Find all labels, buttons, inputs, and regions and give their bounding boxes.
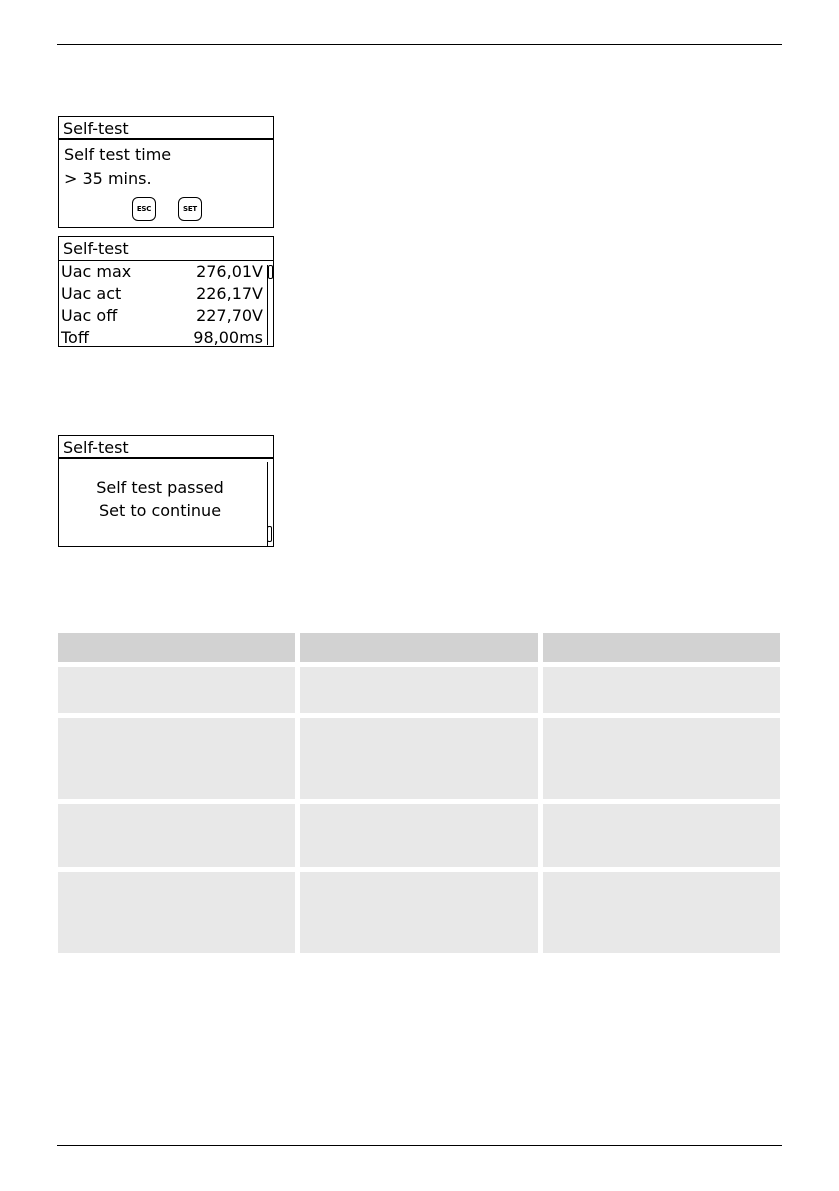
- table-header-cell: [543, 633, 780, 662]
- table-cell: [58, 718, 295, 799]
- measurement-value: 276,01V: [196, 262, 263, 281]
- measurement-label: Uac off: [61, 306, 118, 325]
- lcd-screen-measurements: [58, 236, 274, 347]
- measurement-label: Uac max: [61, 262, 132, 281]
- table-header-cell: [300, 633, 537, 662]
- status-message: [59, 476, 261, 522]
- table-cell: [543, 872, 780, 953]
- table-cell: [300, 718, 537, 799]
- table-cell: [543, 667, 780, 713]
- table-cell: [300, 872, 537, 953]
- continue-hint-text: Set to continue: [98, 501, 222, 520]
- set-key-icon[interactable]: SET: [178, 197, 202, 221]
- table-row: [58, 804, 780, 867]
- footer-rule: [57, 1145, 782, 1146]
- esc-key-icon[interactable]: ESC: [132, 197, 156, 221]
- lcd-screen-test-passed: [58, 435, 274, 547]
- table-cell: [58, 804, 295, 867]
- measurement-label: Toff: [61, 328, 89, 347]
- screen-title: Self-test: [59, 436, 273, 459]
- table-cell: [58, 667, 295, 713]
- table-cell: [543, 804, 780, 867]
- table-cell: [543, 718, 780, 799]
- test-passed-text: Self test passed: [96, 478, 224, 497]
- self-test-time-value: > 35 mins.: [64, 169, 152, 188]
- lcd-screen-self-test-time: [58, 116, 274, 228]
- table-header-row: [58, 633, 780, 662]
- table-header-cell: [58, 633, 295, 662]
- scrollbar-thumb[interactable]: [267, 526, 272, 542]
- measurement-row: [59, 327, 273, 349]
- measurement-value: 98,00ms: [193, 328, 263, 347]
- table-row: [58, 872, 780, 953]
- measurement-value: 226,17V: [196, 284, 263, 303]
- table-cell: [300, 667, 537, 713]
- measurement-row: [59, 283, 273, 305]
- table-row: [58, 718, 780, 799]
- table-row: [58, 667, 780, 713]
- self-test-time-label: Self test time: [64, 145, 172, 164]
- measurement-label: Uac act: [61, 284, 122, 303]
- measurement-value: 227,70V: [196, 306, 263, 325]
- table-cell: [300, 804, 537, 867]
- measurement-row: [59, 305, 273, 327]
- measurement-list: [59, 261, 273, 349]
- screen-title: Self-test: [59, 117, 273, 140]
- empty-table: [58, 633, 780, 958]
- table-cell: [58, 872, 295, 953]
- header-rule: [57, 44, 782, 45]
- scrollbar-thumb[interactable]: [268, 265, 273, 279]
- measurement-row: [59, 261, 273, 283]
- screen-title: Self-test: [59, 237, 273, 261]
